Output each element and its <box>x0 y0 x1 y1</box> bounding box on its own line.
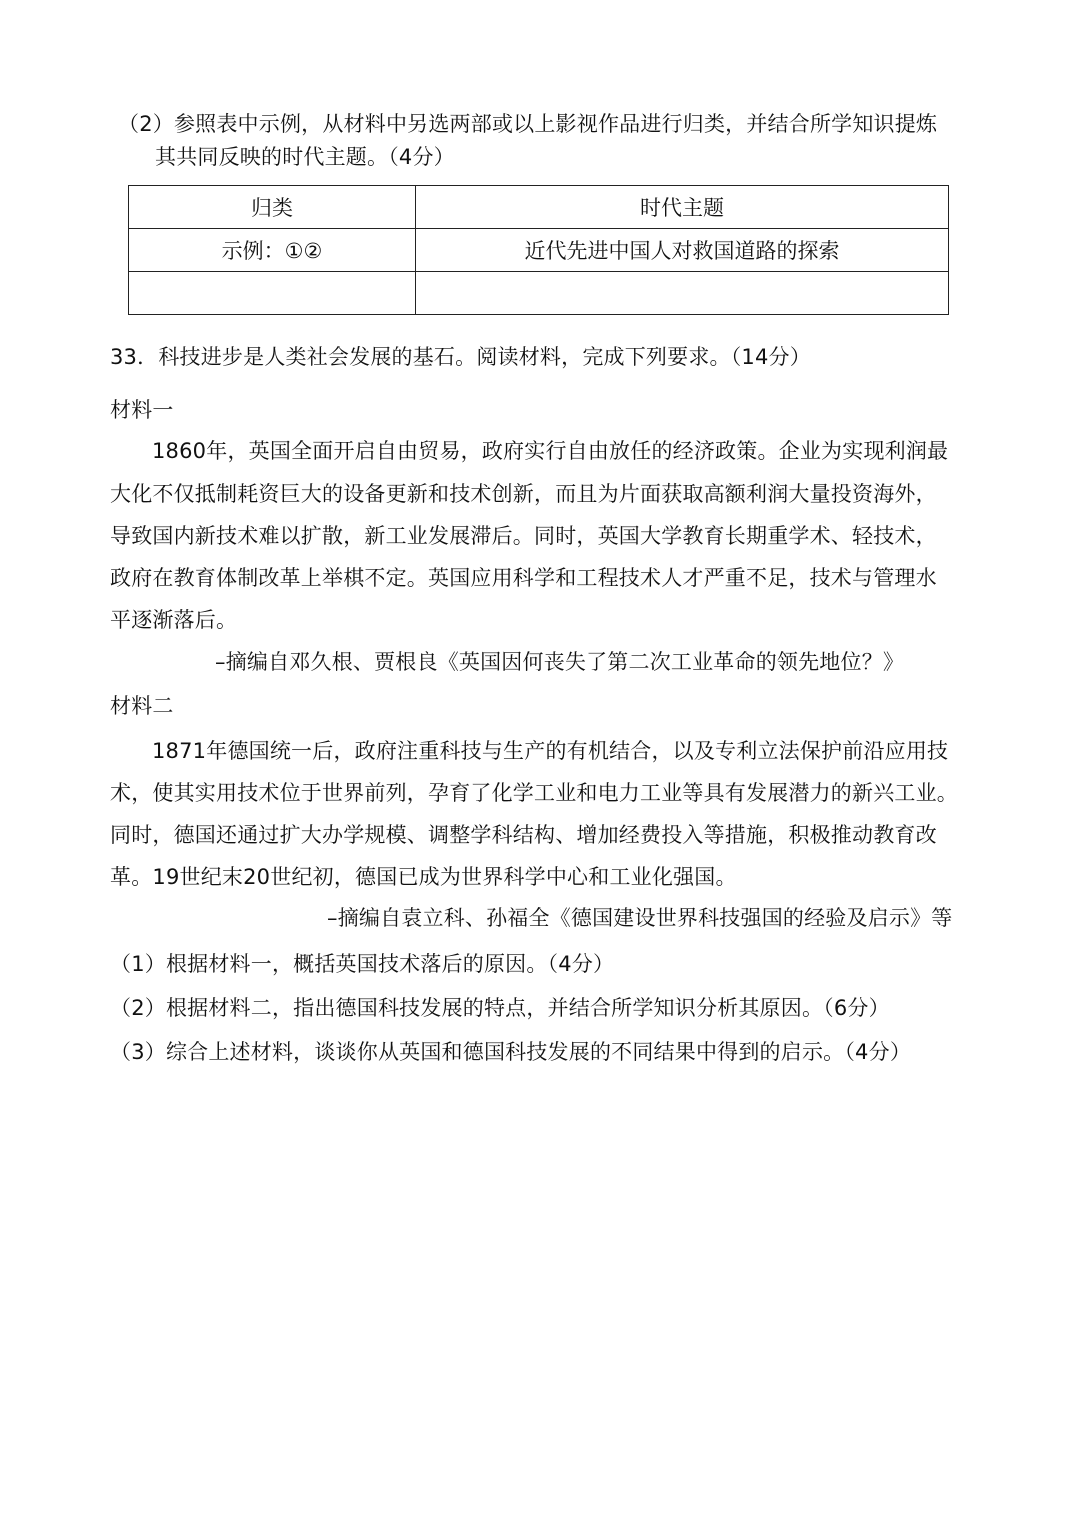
q33-question-1: （1）根据材料一，概括英国技术落后的原因。（4分） <box>110 952 615 976</box>
q33-question-3: （3）综合上述材料，谈谈你从英国和德国科技发展的不同结果中得到的启示。（4分） <box>110 1040 912 1064</box>
material1-line: 大化不仅抵制耗资巨大的设备更新和技术创新，而且为片面获取高额利润大量投资海外， <box>110 482 937 506</box>
material1-line: 政府在教育体制改革上举棋不定。英国应用科学和工程技术人才严重不足，技术与管理水 <box>110 566 937 590</box>
q33-stem: 33．科技进步是人类社会发展的基石。阅读材料，完成下列要求。（14分） <box>110 345 811 369</box>
table-cell-example-category: 示例：①② <box>129 229 416 272</box>
material2-line: 革。19世纪末20世纪初，德国已成为世界科学中心和工业化强国。 <box>110 865 737 889</box>
material1-source: –摘编自邓久根、贾根良《英国因何丧失了第二次工业革命的领先地位？》 <box>215 650 905 674</box>
material2-line: 1871年德国统一后，政府注重科技与生产的有机结合，以及专利立法保护前沿应用技 <box>152 739 949 763</box>
table-header-category: 归类 <box>129 186 416 229</box>
material2-line: 同时，德国还通过扩大办学规模、调整学科结构、增加经费投入等措施，积极推动教育改 <box>110 823 937 847</box>
table-row <box>129 229 949 272</box>
material2-line: 术，使其实用技术位于世界前列，孕育了化学工业和电力工业等具有发展潜力的新兴工业。 <box>110 781 958 805</box>
q33-question-2: （2）根据材料二，指出德国科技发展的特点，并结合所学知识分析其原因。（6分） <box>110 996 890 1020</box>
q32-part2-line1: （2）参照表中示例，从材料中另选两部或以上影视作品进行归类，并结合所学知识提炼 <box>118 112 938 136</box>
table-row <box>129 272 949 315</box>
table-cell-blank-theme[interactable] <box>416 272 949 315</box>
material2-source: –摘编自袁立科、孙福全《德国建设世界科技强国的经验及启示》等 <box>327 906 953 930</box>
material1-line: 导致国内新技术难以扩散，新工业发展滞后。同时，英国大学教育长期重学术、轻技术， <box>110 524 937 548</box>
material1-title: 材料一 <box>110 398 174 422</box>
answer-table <box>128 185 949 315</box>
table-cell-example-theme: 近代先进中国人对救国道路的探索 <box>416 229 949 272</box>
material1-line: 1860年，英国全面开启自由贸易，政府实行自由放任的经济政策。企业为实现利润最 <box>152 439 949 463</box>
table-cell-blank-category[interactable] <box>129 272 416 315</box>
table-header-row <box>129 186 949 229</box>
table-header-theme: 时代主题 <box>416 186 949 229</box>
material1-line: 平逐渐落后。 <box>110 608 238 632</box>
q32-part2-line2: 其共同反映的时代主题。（4分） <box>155 145 455 169</box>
material2-title: 材料二 <box>110 694 174 718</box>
